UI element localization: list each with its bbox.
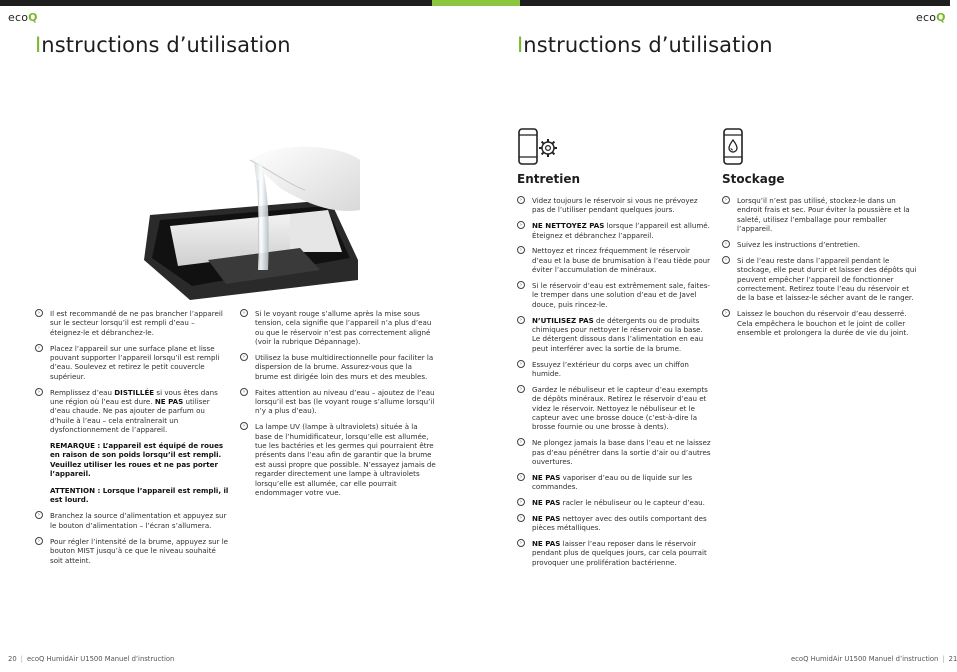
right-page-title (517, 33, 773, 57)
item-text: Ne plongez jamais la base dans l’eau et ne laissez pas d’eau pénétrer dans la sortie d’air ou d’autres ouvertures. (532, 438, 711, 467)
arrow-circle-icon: › (722, 256, 730, 264)
item-text: lorsque l’appareil est allumé. Éteignez et débranchez l’appareil. (532, 221, 710, 240)
list-item (517, 360, 712, 379)
list-item (517, 514, 712, 533)
page-number: 20 (8, 655, 17, 663)
list-item (517, 246, 712, 274)
right-footer (791, 655, 957, 663)
footer-divider: | (20, 655, 23, 663)
arrow-circle-icon: › (517, 316, 525, 324)
item-text: Lorsqu’il n’est pas utilisé, stockez-le dans un endroit frais et sec. Pour éviter la poussière et la saleté, utilisez l’emballage pour remballer l’appareil. (737, 196, 910, 234)
item-text: Nettoyez et rincez fréquemment le réservoir d’eau et la buse de brumisation à l’eau tiède pour éviter l’accumulation de minéraux. (532, 246, 711, 275)
list-item (517, 316, 712, 354)
logo-prefix: eco (8, 11, 29, 24)
arrow-circle-icon: › (517, 385, 525, 393)
arrow-circle-icon: › (517, 539, 525, 547)
item-text: Videz toujours le réservoir si vous ne prévoyez pas de l’utiliser pendant quelques jours. (532, 196, 698, 215)
logo-prefix: eco (916, 11, 937, 24)
item-text: Laissez le bouchon du réservoir d’eau desserré. Cela empêchera le bouchon et le joint de coller ensemble et prolongera la durée de vie du joint. (737, 309, 909, 338)
list-item (240, 388, 436, 416)
item-text-mid: si vous êtes dans une région où l’eau est dure. (50, 387, 218, 407)
item-text-bold: NE PAS (532, 513, 561, 523)
list-item (722, 240, 917, 249)
item-text: Pour régler l’intensité de la brume, appuyez sur le bouton MIST jusqu’à ce que le niveau souhaité soit atteint. (50, 536, 229, 565)
phone-water-drop-icon (722, 128, 746, 166)
item-text: de détergents ou de produits chimiques pour nettoyer le réservoir ou la base. Le détergent dissous dans l’alimentation en eau peut interférer avec la sortie de la brume. (532, 315, 704, 353)
entretien-heading: Entretien (517, 172, 581, 186)
item-text: Gardez le nébuliseur et le capteur d’eau exempts de dépôts minéraux. Retirez le réservoir d’eau et videz le réservoir. Nettoyez le nébuliseur et le capteur avec une brosse douce (c’est-à-dire la brosse fournie ou une brosse à dents). (532, 384, 708, 432)
footer-text: ecoQ HumidAir U1500 Manuel d’instruction (26, 655, 175, 663)
ecoq-logo-right (916, 11, 946, 24)
item-text-bold: DISTILLÉE (114, 387, 155, 397)
item-text-bold: NE PAS (532, 539, 561, 549)
item-text: Si le réservoir d’eau est extrêmement sale, faites-le tremper dans une solution d’eau et de Javel douce, puis rincez-le. (532, 281, 710, 309)
list-item (722, 309, 917, 337)
item-text: Branchez la source d’alimentation et appuyez sur le bouton d’alimentation – l’écran s’allumera. (50, 511, 227, 530)
arrow-circle-icon: › (35, 388, 43, 396)
list-item (722, 256, 917, 303)
list-item (35, 388, 230, 435)
item-text-bold: NE PAS (154, 397, 184, 407)
arrow-circle-icon: › (517, 196, 525, 204)
list-item (240, 353, 436, 381)
arrow-circle-icon: › (35, 344, 43, 352)
stockage-column (722, 196, 917, 344)
arrow-circle-icon: › (240, 353, 248, 361)
arrow-circle-icon: › (517, 473, 525, 481)
item-text: Il est recommandé de ne pas brancher l’appareil sur le secteur lorsqu’il est rempli d’eau – éteignez-le et débranchez-le. (50, 309, 223, 337)
list-item (517, 196, 712, 215)
arrow-circle-icon: › (517, 281, 525, 289)
arrow-circle-icon: › (517, 514, 525, 522)
title-initial: I (35, 33, 42, 57)
arrow-circle-icon: › (722, 309, 730, 317)
logo-q: Q (936, 11, 946, 24)
arrow-circle-icon: › (722, 196, 730, 204)
left-column-1 (35, 309, 230, 571)
arrow-circle-icon: › (517, 360, 525, 368)
item-text-bold: NE NETTOYEZ PAS (532, 221, 605, 231)
arrow-circle-icon: › (35, 511, 43, 519)
list-item (517, 498, 712, 507)
arrow-circle-icon: › (240, 422, 248, 430)
item-text: Essuyez l’extérieur du corps avec un chiffon humide. (532, 359, 689, 379)
list-item (35, 309, 230, 337)
list-item (35, 511, 230, 530)
list-item (35, 537, 230, 565)
list-item (240, 309, 436, 347)
list-item (517, 281, 712, 309)
arrow-circle-icon: › (517, 438, 525, 446)
item-text: Suivez les instructions d’entretien. (737, 240, 860, 250)
item-text: Faites attention au niveau d’eau – ajoutez de l’eau lorsqu’il est bas (le voyant rouge s’allume lorsqu’il n’y a plus d’eau). (255, 387, 435, 416)
list-item (240, 422, 436, 497)
left-page-title (35, 33, 291, 57)
list-item (517, 473, 712, 492)
arrow-circle-icon: › (240, 388, 248, 396)
logo-q: Q (28, 11, 38, 24)
list-item (517, 385, 712, 432)
item-text: Placez l’appareil sur une surface plane et lisse pouvant supporter l’appareil lorsqu’il est rempli d’eau. Soulevez et retirez le petit couvercle supérieur. (50, 343, 220, 381)
item-text: nettoyer avec des outils comportant des pièces métalliques. (532, 513, 707, 533)
list-item (517, 539, 712, 567)
arrow-circle-icon: › (517, 246, 525, 254)
item-text-post: utiliser d’eau chaude. Ne pas ajouter de parfum ou d’huile à l’eau – cela entraînerait un dysfonctionnement de l’appareil. (50, 397, 210, 435)
footer-divider: | (942, 655, 945, 663)
arrow-circle-icon: › (35, 309, 43, 317)
item-text: Utilisez la buse multidirectionnelle pour faciliter la dispersion de la brume. Assurez-vous que la brume est dirigée loin des murs et des meubles. (255, 353, 434, 381)
item-text: vaporiser d’eau ou de liquide sur les commandes. (532, 472, 693, 492)
item-text-bold: NE PAS (532, 472, 561, 482)
title-initial: I (517, 33, 524, 57)
left-footer (8, 655, 174, 663)
arrow-circle-icon: › (240, 309, 248, 317)
title-rest: nstructions d’utilisation (523, 33, 773, 57)
item-text: La lampe UV (lampe à ultraviolets) située à la base de l’humidificateur, lorsqu’elle est allumée, tue les bactéries et les germes qui pourraient être présents dans l’eau afin de garantir que la brume est aussi propre que possible. N’essayez jamais de regarder directement une lampe à ultraviolets lorsqu’elle est allumée, car elle pourrait endommager votre vue. (255, 422, 436, 498)
list-item (517, 221, 712, 240)
item-text-bold: NE PAS (532, 498, 561, 508)
item-text-bold: N’UTILISEZ PAS (532, 315, 594, 325)
item-text: Si le voyant rouge s’allume après la mise sous tension, cela signifie que l’appareil n’a plus d’eau ou que le réservoir n’est pas correctement aligné (voir la rubrique Dépannage). (255, 309, 432, 347)
arrow-circle-icon: › (722, 240, 730, 248)
item-text: Si de l’eau reste dans l’appareil pendant le stockage, elle peut durcir et laisser des dépôts qui peuvent empêcher l’appareil de fonctionner correctement. Retirez toute l’eau du réservoir et de la base et laissez-le sécher avant de le ranger. (737, 255, 917, 303)
left-column-2 (240, 309, 436, 504)
title-rest: nstructions d’utilisation (41, 33, 291, 57)
top-bar-accent (432, 0, 520, 6)
arrow-circle-icon: › (35, 537, 43, 545)
ecoq-logo-left (8, 11, 38, 24)
arrow-circle-icon: › (517, 221, 525, 229)
stockage-heading: Stockage (722, 172, 785, 186)
item-text: racler le nébuliseur ou le capteur d’eau. (560, 498, 705, 508)
list-item (517, 438, 712, 466)
phone-gear-icon (517, 128, 561, 166)
item-text-pre: Remplissez d’eau (50, 387, 115, 397)
arrow-circle-icon: › (517, 498, 525, 506)
water-pouring-photo (130, 140, 360, 305)
entretien-column (517, 196, 712, 574)
remark-note: REMARQUE : L’appareil est équipé de roues en raison de son poids lorsqu’il est rempli. Veuillez utiliser les roues et ne pas porter l’appareil. (50, 441, 224, 479)
warning-note: ATTENTION : Lorsque l’appareil est rempli, il est lourd. (50, 485, 229, 505)
footer-text: ecoQ HumidAir U1500 Manuel d’instruction (791, 655, 939, 663)
top-bar (0, 0, 950, 6)
list-item (722, 196, 917, 234)
item-text: laisser l’eau reposer dans le réservoir pendant plus de quelques jours, car cela pourrait provoquer une prolifération bactérienne. (532, 539, 707, 567)
page-number: 21 (948, 655, 957, 663)
list-item (35, 344, 230, 382)
